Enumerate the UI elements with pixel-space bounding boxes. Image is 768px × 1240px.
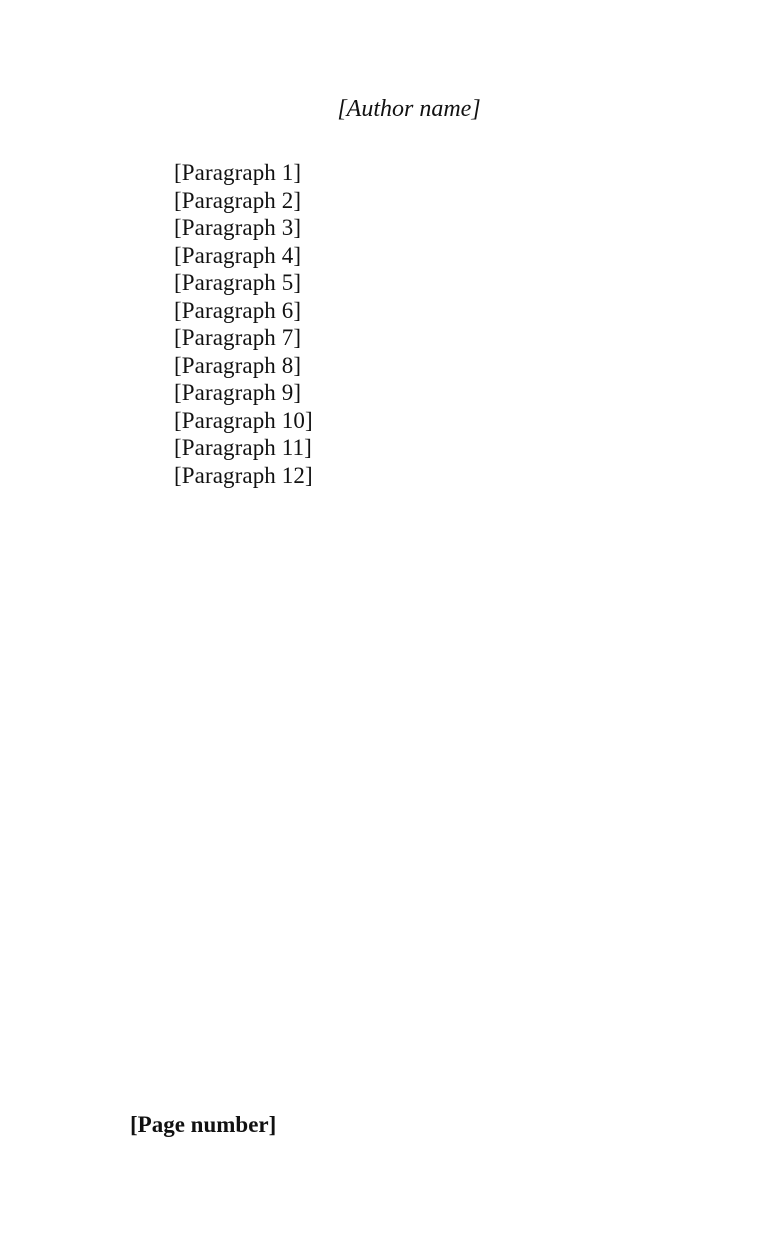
paragraph: [Paragraph 5] (174, 270, 302, 295)
paragraph: [Paragraph 10] (174, 407, 313, 433)
running-header-author: [Author name] (337, 96, 481, 122)
paragraph: [Paragraph 7] (174, 325, 302, 350)
paragraph: [Paragraph 6] (174, 297, 302, 323)
paragraph: [Paragraph 9] (174, 380, 302, 405)
paragraph: [Paragraph 8] (174, 352, 302, 378)
paragraph: [Paragraph 12] (174, 462, 313, 488)
paragraph: [Paragraph 3] (174, 215, 302, 240)
paragraph: [Paragraph 11] (174, 435, 312, 460)
paragraph: [Paragraph 2] (174, 187, 302, 213)
page-body (130, 159, 688, 489)
paragraph: [Paragraph 1] (174, 160, 302, 185)
page-number: [Page number] (130, 1112, 277, 1137)
paragraph: [Paragraph 4] (174, 242, 302, 268)
